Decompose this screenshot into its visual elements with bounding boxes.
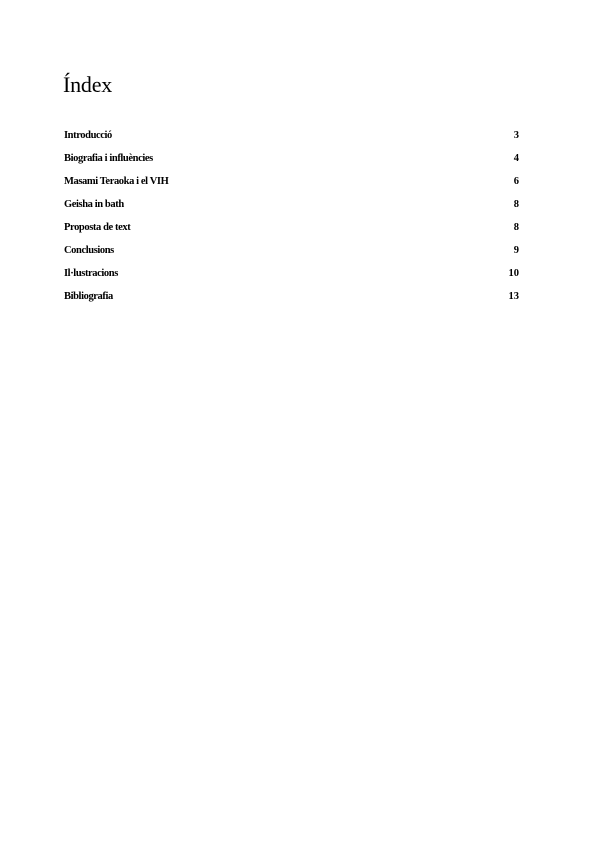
toc-entry-page[interactable]: 8 <box>513 199 519 210</box>
toc-entry-label[interactable]: Geisha in bath <box>64 199 124 210</box>
toc-entry-page[interactable]: 9 <box>513 245 519 256</box>
toc-entry-label[interactable]: Il·lustracions <box>64 268 118 279</box>
toc-entry-page[interactable]: 8 <box>513 222 519 233</box>
toc-entry[interactable] <box>64 265 519 288</box>
toc-entry[interactable] <box>64 150 519 173</box>
toc-entry-label[interactable]: Biografia i influències <box>64 153 153 164</box>
toc-entry-page[interactable]: 4 <box>513 153 519 164</box>
toc-entry-page[interactable]: 3 <box>513 130 519 141</box>
toc-entry-label[interactable]: Proposta de text <box>64 222 131 233</box>
toc-entry-page[interactable]: 10 <box>508 268 519 279</box>
toc-entry[interactable] <box>64 196 519 219</box>
toc-entry-label[interactable]: Introducció <box>64 130 112 141</box>
toc-entry[interactable] <box>64 173 519 196</box>
toc-entry[interactable] <box>64 127 519 150</box>
toc-entry[interactable] <box>64 288 519 311</box>
toc-entry-page[interactable]: 6 <box>513 176 519 187</box>
toc-entry-page[interactable]: 13 <box>508 291 519 302</box>
toc-entry-label[interactable]: Bibliografia <box>64 291 113 302</box>
table-of-contents <box>64 127 519 311</box>
toc-entry-label[interactable]: Conclusions <box>64 245 114 256</box>
page-title: Índex <box>63 72 113 97</box>
toc-entry[interactable] <box>64 219 519 242</box>
toc-entry[interactable] <box>64 242 519 265</box>
toc-entry-label[interactable]: Masami Teraoka i el VIH <box>64 176 169 187</box>
